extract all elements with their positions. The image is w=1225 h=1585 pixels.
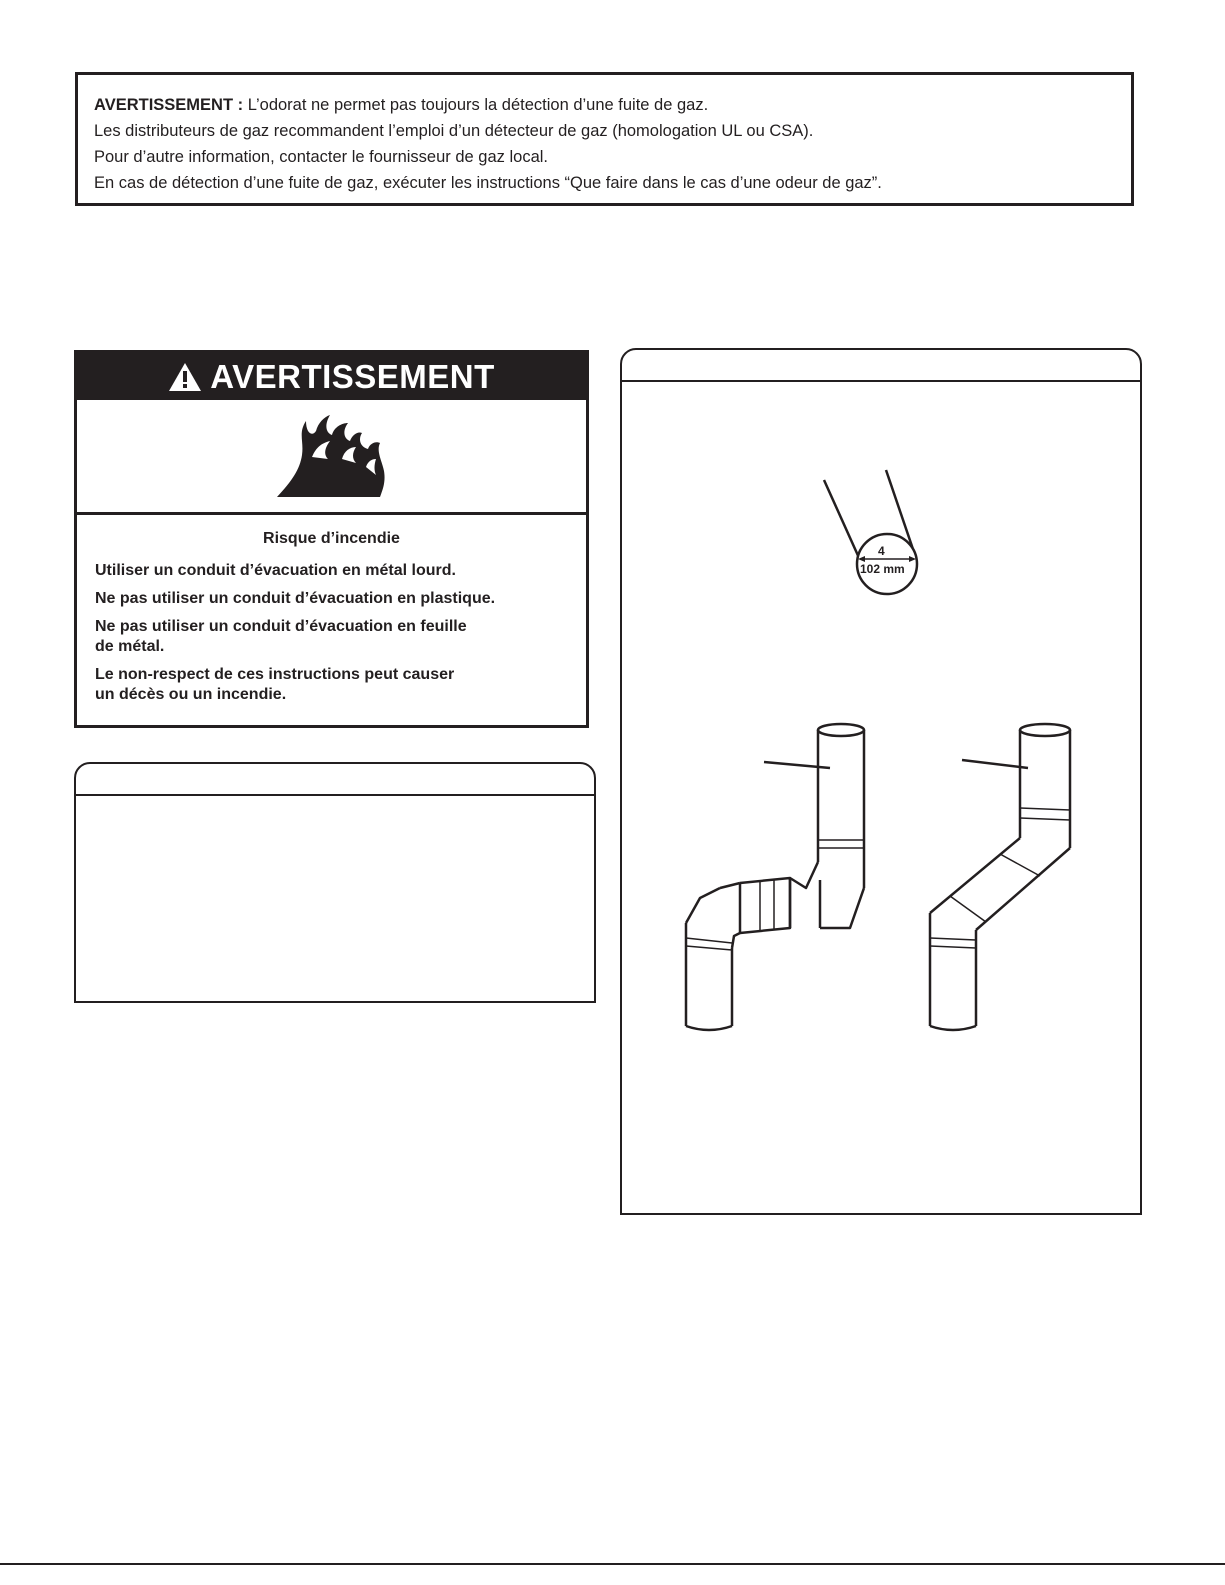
warning-triangle-icon — [168, 362, 202, 392]
fire-icon — [272, 411, 392, 501]
warning-header — [77, 353, 586, 400]
hazard-title: Risque d’incendie — [263, 530, 400, 547]
gas-notice-line-2: Les distributeurs de gaz recommandent l’emploi d’un détecteur de gaz (homologation UL ou CSA). — [94, 122, 814, 140]
gas-notice-line-3: Pour d’autre information, contacter le fournisseur de gaz local. — [94, 148, 548, 166]
duct-size-mm: 102 mm — [860, 562, 905, 576]
warning-item-3: Ne pas utiliser un conduit d’évacuation en feuille de métal. — [95, 618, 467, 655]
gas-notice-line-4: En cas de détection d’une fuite de gaz, exécuter les instructions “Que faire dans le cas d’une odeur de gaz”. — [94, 174, 882, 192]
duct-diagram — [620, 348, 1142, 1215]
info-panel-left-header — [76, 764, 594, 796]
warning-header-title: AVERTISSEMENT — [210, 357, 495, 395]
page-bottom-rule — [0, 1563, 1225, 1565]
duct-diameter-diagram — [824, 470, 917, 594]
warning-item-4: Le non-respect de ces instructions peut causer un décès ou un incendie. — [95, 666, 455, 703]
fire-pictogram-area — [77, 400, 586, 515]
info-panel-left — [74, 762, 596, 1003]
warning-item-2: Ne pas utiliser un conduit d’évacuation en plastique. — [95, 590, 496, 607]
fire-hazard-warning — [74, 350, 589, 728]
gas-notice-line-1: AVERTISSEMENT : L’odorat ne permet pas toujours la détection d’une fuite de gaz. — [94, 96, 709, 114]
duct-size-inches: 4 — [878, 544, 885, 558]
warning-item-1: Utiliser un conduit d’évacuation en métal lourd. — [95, 562, 456, 579]
duct-angled — [930, 724, 1070, 1030]
gas-leak-notice — [75, 72, 1134, 206]
leader-line-left — [764, 762, 830, 768]
fire-warning-text — [77, 515, 586, 705]
gas-notice-label: AVERTISSEMENT : — [94, 96, 244, 114]
duct-offset-elbows — [686, 724, 864, 1030]
leader-line-right — [962, 760, 1028, 768]
